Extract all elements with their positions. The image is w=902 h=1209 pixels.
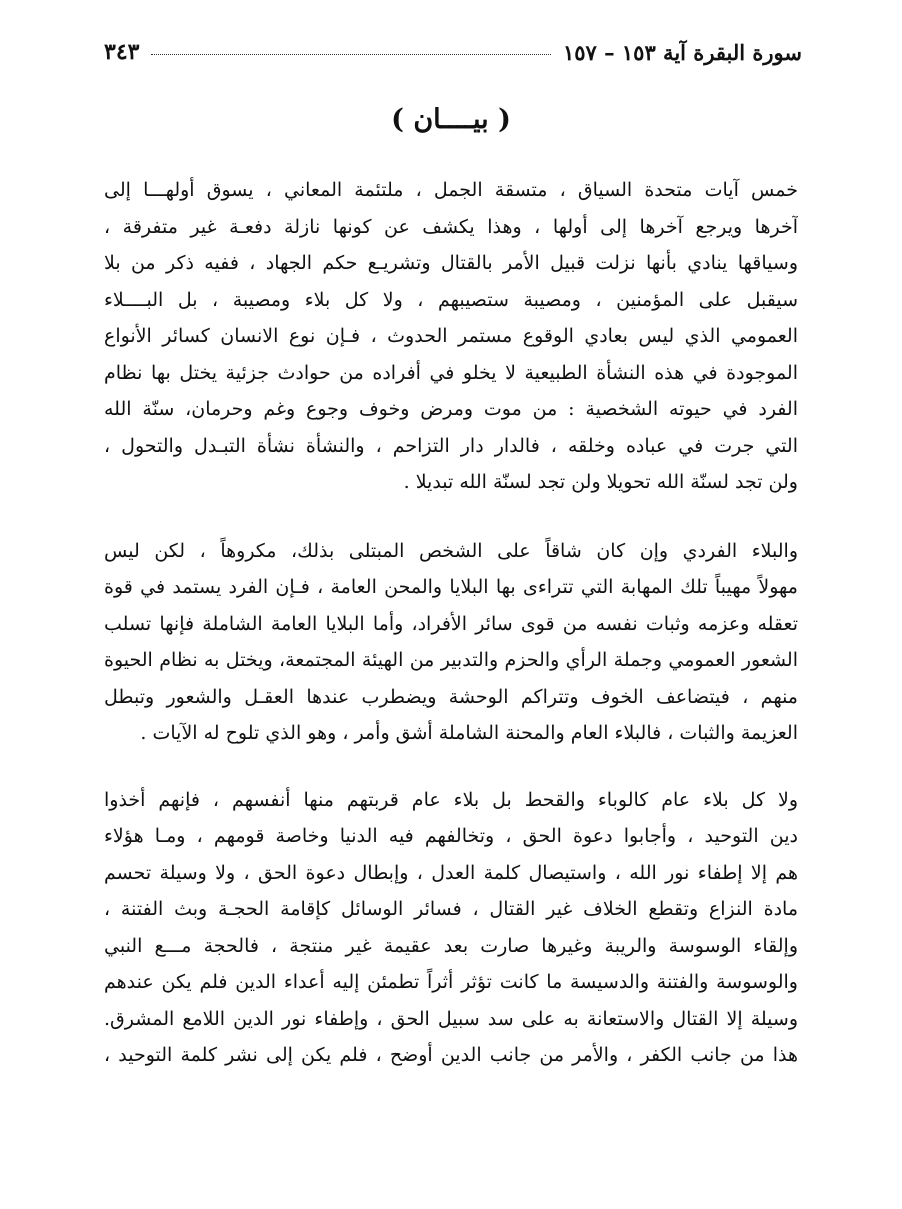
text-line: وإلقاء الوسوسة والريبة وغيرها صارت بعد عقيمة غير منتجة ، فالحجة مـــع النبي [104, 934, 798, 957]
text-line: هم إلا إطفاء نور الله ، واستيصال كلمة العدل ، وإبطال دعوة الحق ، ولا وسيلة تحسم [104, 861, 798, 884]
text-line: دين التوحيد ، وأجابوا دعوة الحق ، وتخالفهم فيه الدنيا وخاصة قومهم ، ومـا هؤلاء [104, 825, 798, 847]
text-line: ولن تجد لسنّة الله تحويلا ولن تجد لسنّة الله تبديلا . [403, 471, 798, 493]
paragraph-gap [104, 501, 798, 533]
body-text [104, 172, 798, 1074]
text-line: مادة النزاع وتقطع الخلاف غير القتال ، فسائر الوسائل كإقامة الحجـة وبث الفتنة ، [104, 898, 798, 920]
text-line: آخرها ويرجع آخرها إلى أولها ، وهذا يكشف عن كونها نازلة دفعـة غير متفرقة ، [104, 215, 798, 238]
header-dotted-rule [151, 54, 550, 55]
text-line: الفرد في حيوته الشخصية : من موت ومرض وخوف وجوع وغم وحرمان، سنّة الله [104, 398, 798, 420]
text-line: منهم ، فيتضاعف الخوف وتتراكم الوحشة ويضطرب عندها العقـل والشعور وتبطل [104, 685, 798, 708]
paragraph-gap [104, 752, 798, 782]
text-line: الموجودة في هذه النشأة الطبيعية لا يخلو في أفراده من حوادث جزئية يختل بها نظام [104, 361, 798, 384]
text-line: والوسوسة والفتنة والدسيسة ما كانت تؤثر أثراً تطمئن إليه أعداء الدين فلم يكن عندهم [104, 971, 798, 993]
paragraph-2 [104, 533, 798, 752]
text-line: مهولاً مهيباً تلك المهابة التي تتراءى بها البلايا والمحن العامة ، فـإن الفرد يستمد في قوة [104, 576, 798, 598]
paragraph-3 [104, 782, 798, 1074]
text-line: ولا كل بلاء عام كالوباء والقحط بل بلاء عام قربتهم منها أنفسهم ، فإنهم أخذوا [104, 788, 798, 811]
text-line: سيقبل على المؤمنين ، ومصيبة ستصيبهم ، ولا كل بلاء ومصيبة ، بل البــــلاء [104, 288, 798, 311]
text-line: وسياقها ينادي بأنها نزلت قبيل الأمر بالقتال وتشريـع حكم الجهاد ، ففيه ذكر من بلا [104, 252, 798, 274]
text-line: التي جرت في عباده وخلقه ، فالدار دار التزاحم ، والنشأة نشأة التبـدل والتحول ، [104, 434, 798, 457]
text-line: هذا من جانب الكفر ، والأمر من جانب الدين أوضح ، فلم يكن إلى نشر كلمة التوحيد ، [104, 1044, 798, 1066]
page-number: ٣٤٣ [104, 39, 140, 65]
text-line: العمومي الذي ليس بعادي الوقوع مستمر الحدوث ، فـإن نوع الانسان كسائر الأنواع [104, 325, 798, 347]
header-title: سورة البقرة آية ١٥٣ – ١٥٧ [562, 39, 802, 65]
text-line: الشعور العمومي وجملة الرأي والحزم والتدبير من الهيئة المجتمعة، ويختل به نظام الحيوة [104, 649, 798, 671]
text-line: خمس آيات متحدة السياق ، متسقة الجمل ، ملتئمة المعاني ، يسوق أولهـــا إلى [104, 179, 798, 201]
section-heading: ( بيــــان ) [391, 104, 511, 135]
running-header [104, 34, 802, 70]
text-line: تعقله وعزمه وثبات نفسه من قوى سائر الأفراد، وأما البلايا العامة الشاملة فإنها تسلب [104, 612, 798, 635]
text-line: والبلاء الفردي وإن كان شاقاً على الشخص المبتلى بذلك، مكروهاً ، لكن ليس [104, 539, 798, 562]
text-line: وسيلة إلا القتال والاستعانة به على سد سبيل الحق ، وإطفاء نور الدين اللامع المشرق. [104, 1007, 798, 1030]
text-line: العزيمة والثبات ، فالبلاء العام والمحنة الشاملة أشق وأمر ، وهو الذي تلوح له الآيات . [140, 722, 798, 744]
paragraph-1 [104, 172, 798, 501]
